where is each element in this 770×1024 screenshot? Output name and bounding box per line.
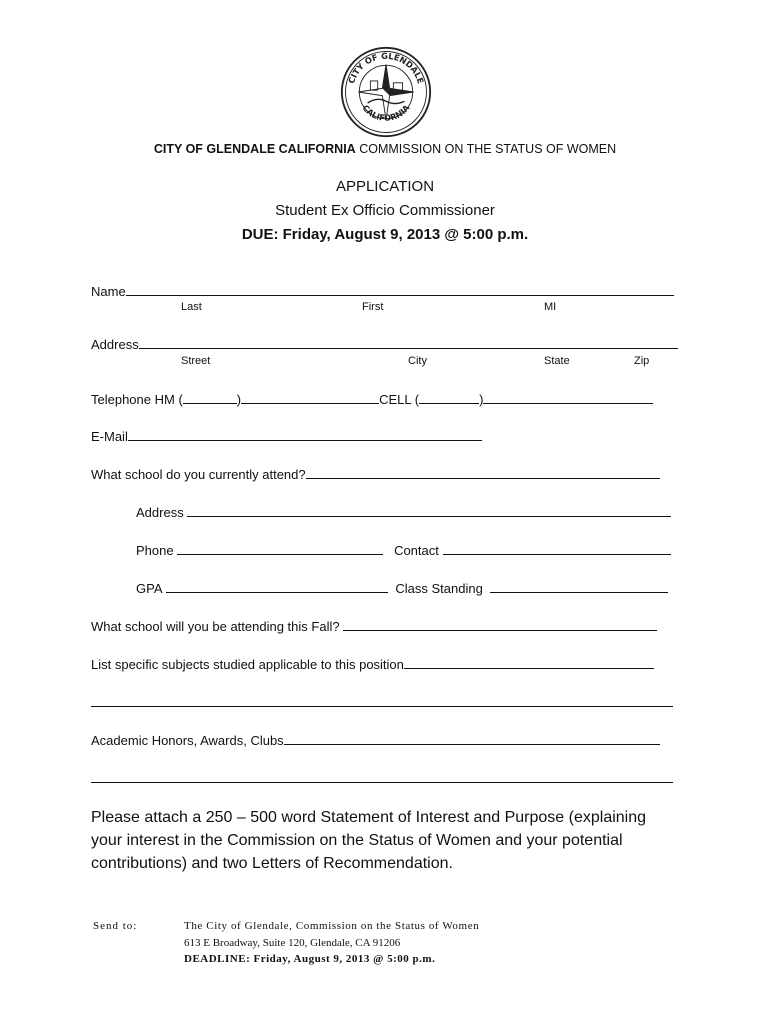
address-sub-city: City — [408, 355, 427, 367]
gpa-field[interactable] — [166, 581, 388, 593]
honors-extra-line[interactable] — [91, 770, 673, 783]
name-label: Name — [91, 284, 126, 299]
fall-school-label: What school will you be attending this Fall? — [91, 619, 340, 634]
svg-text:CALIFORNIA: CALIFORNIA — [360, 102, 412, 123]
city-name: CITY OF GLENDALE CALIFORNIA — [153, 142, 356, 156]
subjects-row — [91, 657, 654, 672]
subjects-label: List specific subjects studied applicable to this position — [91, 657, 404, 672]
cell-paren: ) — [479, 392, 484, 407]
email-label: E-Mail — [91, 429, 128, 444]
name-row — [91, 284, 674, 299]
address-field[interactable] — [139, 337, 678, 349]
subjects-extra-line[interactable] — [91, 694, 673, 707]
school-phone-label: Phone — [136, 543, 174, 558]
address-sub-zip: Zip — [634, 355, 650, 367]
telephone-area-field[interactable] — [183, 392, 237, 404]
telephone-row — [91, 392, 653, 407]
subjects-field[interactable] — [404, 657, 654, 669]
school-address-field[interactable] — [187, 505, 671, 517]
contact-field[interactable] — [443, 543, 671, 555]
city-seal-icon — [340, 46, 432, 138]
address-label: Address — [91, 337, 139, 352]
organization-header — [0, 142, 770, 156]
fall-school-row — [91, 619, 657, 634]
phone-contact-row — [136, 543, 671, 558]
cell-area-field[interactable] — [419, 392, 479, 404]
due-date: DUE: Friday, August 9, 2013 @ 5:00 p.m. — [241, 226, 529, 243]
current-school-field[interactable] — [306, 467, 660, 479]
instructions-text: Please attach a 250 – 500 word Statement of Interest and Purpose (explaining your interest in the Commission on the Status of Women and your potential contributions) and two Letters of Recommendation. — [91, 809, 647, 872]
fall-school-field[interactable] — [343, 619, 657, 631]
commission-name: COMMISSION ON THE STATUS OF WOMEN — [355, 142, 617, 156]
class-standing-label: Class Standing — [395, 581, 483, 596]
name-sub-last: Last — [181, 301, 202, 313]
current-school-row — [91, 467, 660, 482]
gpa-label: GPA — [136, 581, 163, 596]
name-field[interactable] — [126, 284, 674, 296]
cell-field[interactable] — [483, 392, 653, 404]
address-sub-street: Street — [181, 355, 211, 367]
address-sub-state: State — [544, 355, 570, 367]
honors-label: Academic Honors, Awards, Clubs — [91, 733, 284, 748]
honors-row — [91, 733, 660, 748]
send-to-label: Send to: — [93, 920, 138, 932]
current-school-label: What school do you currently attend? — [91, 467, 306, 482]
school-address-label: Address — [136, 505, 184, 520]
cell-label: CELL ( — [379, 392, 420, 407]
send-line-1: The City of Glendale, Commission on the Status of Women — [184, 920, 480, 932]
name-sub-first: First — [362, 301, 384, 313]
class-standing-field[interactable] — [490, 581, 668, 593]
email-field[interactable] — [128, 429, 482, 441]
email-row — [91, 429, 482, 444]
address-row — [91, 337, 678, 352]
page-title: APPLICATION — [335, 178, 435, 195]
gpa-row — [136, 581, 668, 596]
send-deadline: DEADLINE: Friday, August 9, 2013 @ 5:00 p.m. — [184, 953, 436, 965]
telephone-label: Telephone HM ( — [91, 392, 183, 407]
svg-text:CITY OF GLENDALE: CITY OF GLENDALE — [346, 50, 426, 85]
name-sub-mi: MI — [544, 301, 557, 313]
school-address-row — [136, 505, 671, 520]
school-phone-field[interactable] — [177, 543, 383, 555]
page-subtitle: Student Ex Officio Commissioner — [275, 202, 495, 219]
telephone-paren: ) — [236, 392, 242, 407]
honors-field[interactable] — [284, 733, 660, 745]
contact-label: Contact — [394, 543, 439, 558]
telephone-field[interactable] — [241, 392, 379, 404]
send-line-2: 613 E Broadway, Suite 120, Glendale, CA 91206 — [184, 937, 401, 949]
